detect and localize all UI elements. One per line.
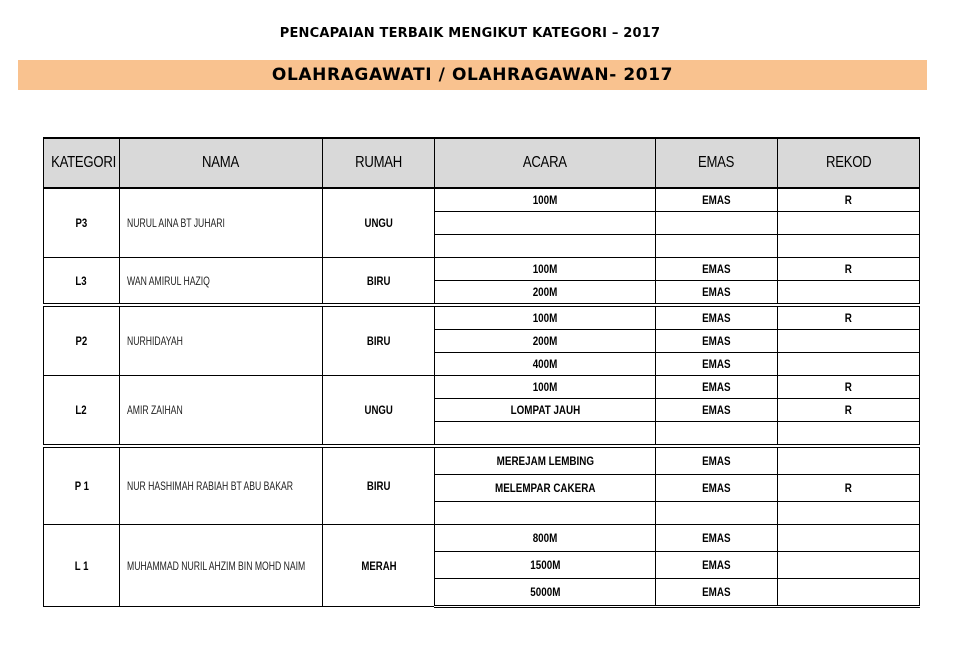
event-cell: 1500M xyxy=(435,552,656,579)
table-row xyxy=(44,376,920,399)
table-body xyxy=(44,188,920,607)
event-cell: 100M xyxy=(435,188,656,212)
name-cell: MUHAMMAD NURIL AHZIM BIN MOHD NAIM xyxy=(120,525,323,607)
record-cell xyxy=(778,525,920,552)
gold-cell: EMAS xyxy=(656,525,778,552)
table-row xyxy=(44,188,920,212)
name-cell: AMIR ZAIHAN xyxy=(120,376,323,447)
record-cell xyxy=(778,422,920,447)
gold-cell: EMAS xyxy=(656,188,778,212)
category-cell: L3 xyxy=(44,258,120,306)
category-cell: L 1 xyxy=(44,525,120,607)
event-cell xyxy=(435,235,656,258)
record-cell xyxy=(778,235,920,258)
record-cell: R xyxy=(778,399,920,422)
gold-cell: EMAS xyxy=(656,281,778,306)
record-cell xyxy=(778,353,920,376)
category-cell: P 1 xyxy=(44,446,120,525)
record-cell: R xyxy=(778,475,920,502)
table-row xyxy=(44,258,920,281)
gold-cell xyxy=(656,235,778,258)
event-cell: LOMPAT JAUH xyxy=(435,399,656,422)
record-cell xyxy=(778,212,920,235)
gold-cell xyxy=(656,422,778,447)
record-cell: R xyxy=(778,258,920,281)
gold-cell xyxy=(656,502,778,525)
name-cell: NUR HASHIMAH RABIAH BT ABU BAKAR xyxy=(120,446,323,525)
event-cell: 200M xyxy=(435,281,656,306)
house-cell: UNGU xyxy=(323,188,435,258)
category-cell: P3 xyxy=(44,188,120,258)
event-cell xyxy=(435,502,656,525)
house-cell: BIRU xyxy=(323,446,435,525)
table-row xyxy=(44,305,920,330)
record-cell xyxy=(778,552,920,579)
event-cell: 100M xyxy=(435,376,656,399)
record-cell: R xyxy=(778,376,920,399)
record-cell xyxy=(778,446,920,475)
category-cell: L2 xyxy=(44,376,120,447)
event-cell: 5000M xyxy=(435,579,656,607)
document-title: PENCAPAIAN TERBAIK MENGIKUT KATEGORI – 2017 xyxy=(279,26,661,41)
header-rekod: REKOD xyxy=(778,138,920,188)
gold-cell: EMAS xyxy=(656,258,778,281)
record-cell xyxy=(778,579,920,607)
event-cell: MELEMPAR CAKERA xyxy=(435,475,656,502)
gold-cell: EMAS xyxy=(656,446,778,475)
event-cell: 800M xyxy=(435,525,656,552)
house-cell: MERAH xyxy=(323,525,435,607)
event-cell: 400M xyxy=(435,353,656,376)
gold-cell xyxy=(656,212,778,235)
event-cell: 200M xyxy=(435,330,656,353)
gold-cell: EMAS xyxy=(656,330,778,353)
event-cell: 100M xyxy=(435,258,656,281)
event-cell xyxy=(435,212,656,235)
house-cell: BIRU xyxy=(323,258,435,306)
table-row xyxy=(44,525,920,552)
house-cell: UNGU xyxy=(323,376,435,447)
gold-cell: EMAS xyxy=(656,376,778,399)
name-cell: NURHIDAYAH xyxy=(120,305,323,376)
record-cell: R xyxy=(778,188,920,212)
gold-cell: EMAS xyxy=(656,399,778,422)
event-cell: MEREJAM LEMBING xyxy=(435,446,656,475)
gold-cell: EMAS xyxy=(656,475,778,502)
gold-cell: EMAS xyxy=(656,552,778,579)
category-banner: OLAHRAGAWATI / OLAHRAGAWAN- 2017 xyxy=(18,60,927,90)
gold-cell: EMAS xyxy=(656,579,778,607)
gold-cell: EMAS xyxy=(656,353,778,376)
category-cell: P2 xyxy=(44,305,120,376)
event-cell xyxy=(435,422,656,447)
name-cell: WAN AMIRUL HAZIQ xyxy=(120,258,323,306)
table-header-row xyxy=(44,138,920,188)
results-table xyxy=(43,137,920,608)
header-rumah: RUMAH xyxy=(323,138,435,188)
header-acara: ACARA xyxy=(435,138,656,188)
record-cell xyxy=(778,502,920,525)
header-emas: EMAS xyxy=(656,138,778,188)
gold-cell: EMAS xyxy=(656,305,778,330)
event-cell: 100M xyxy=(435,305,656,330)
header-nama: NAMA xyxy=(120,138,323,188)
header-kategori: KATEGORI xyxy=(44,138,120,188)
record-cell: R xyxy=(778,305,920,330)
house-cell: BIRU xyxy=(323,305,435,376)
table-row xyxy=(44,446,920,475)
name-cell: NURUL AINA BT JUHARI xyxy=(120,188,323,258)
record-cell xyxy=(778,330,920,353)
record-cell xyxy=(778,281,920,306)
